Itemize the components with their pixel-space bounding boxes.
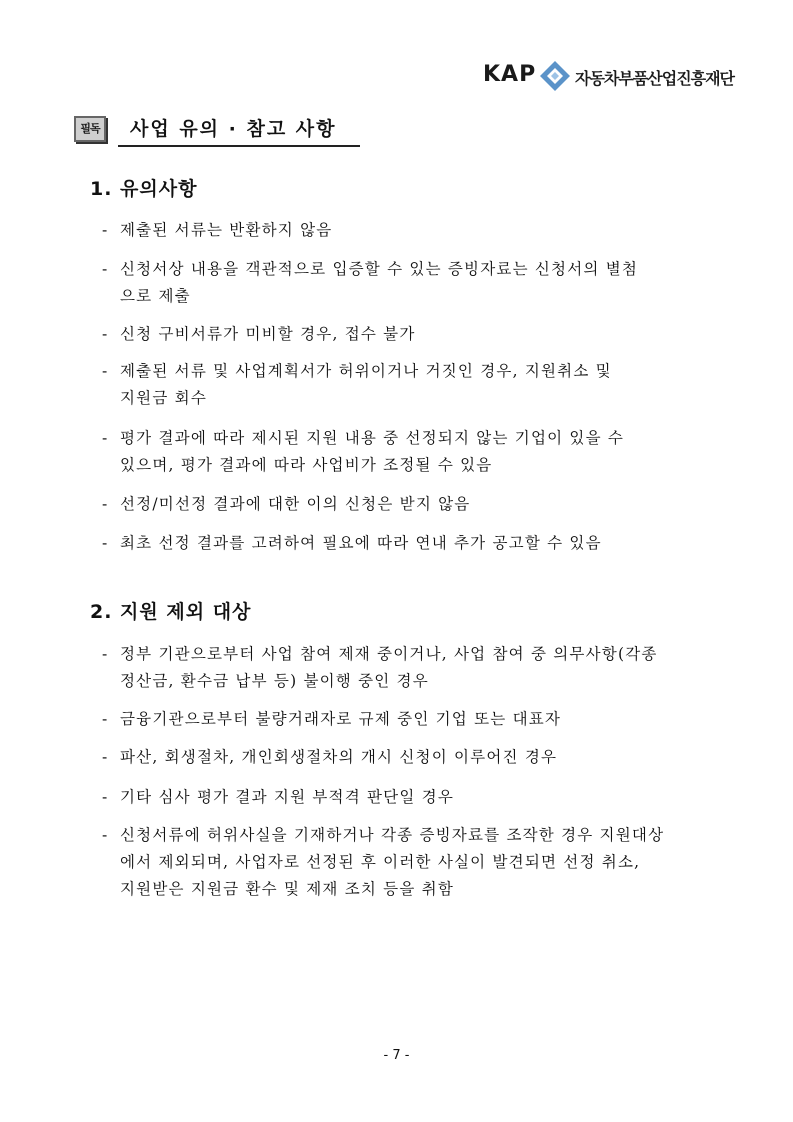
page-number: - 7 - [383, 1048, 410, 1063]
list-item: - 금융기관으로부터 불량거래자로 규제 중인 기업 또는 대표자 [102, 710, 562, 728]
list-item: - 최초 선정 결과를 고려하여 필요에 따라 연내 추가 공고할 수 있음 [102, 534, 602, 552]
list-item: - 신청서상 내용을 객관적으로 입증할 수 있는 증빙자료는 신청서의 별첨 으로 제출 [102, 260, 639, 305]
list-item: - 제출된 서류 및 사업계획서가 허위이거나 거짓인 경우, 지원취소 및 지원금 회수 [102, 362, 612, 407]
header-logo [483, 60, 735, 94]
list-item: - 선정/미선정 결과에 대한 이의 신청은 받지 않음 [102, 495, 471, 513]
list-item: - 신청서류에 허위사실을 기재하거나 각종 증빙자료를 조작한 경우 지원대상 에서 제외되며, 사업자로 선정된 후 이러한 사실이 발견되면 선정 취소, 지원받은 지원금 환수 및 제재 조치 등을 취함 [102, 826, 665, 898]
page-title: 사업 유의 · 참고 사항 [130, 118, 337, 140]
list-item: - 파산, 회생절차, 개인회생절차의 개시 신청이 이루어진 경우 [102, 748, 558, 766]
list-item: - 기타 심사 평가 결과 지원 부적격 판단일 경우 [102, 788, 455, 806]
title-underline [118, 145, 360, 147]
list-item: - 제출된 서류는 반환하지 않음 [102, 221, 333, 239]
required-badge: 필독 [74, 116, 106, 142]
list-item: - 정부 기관으로부터 사업 참여 제재 중이거나, 사업 참여 중 의무사항(각종 정산금, 환수금 납부 등) 불이행 중인 경우 [102, 645, 658, 690]
org-name: 자동차부품산업진흥재단 [575, 69, 735, 88]
diamond-logo-icon [539, 60, 571, 92]
section-heading-cautions: 1. 유의사항 [90, 178, 198, 200]
logo-text: KAP [483, 62, 537, 87]
section-heading-exclusions: 2. 지원 제외 대상 [90, 601, 252, 623]
list-item: - 신청 구비서류가 미비할 경우, 접수 불가 [102, 325, 416, 343]
list-item: - 평가 결과에 따라 제시된 지원 내용 중 선정되지 않는 기업이 있을 수 있으며, 평가 결과에 따라 사업비가 조정될 수 있음 [102, 429, 625, 474]
